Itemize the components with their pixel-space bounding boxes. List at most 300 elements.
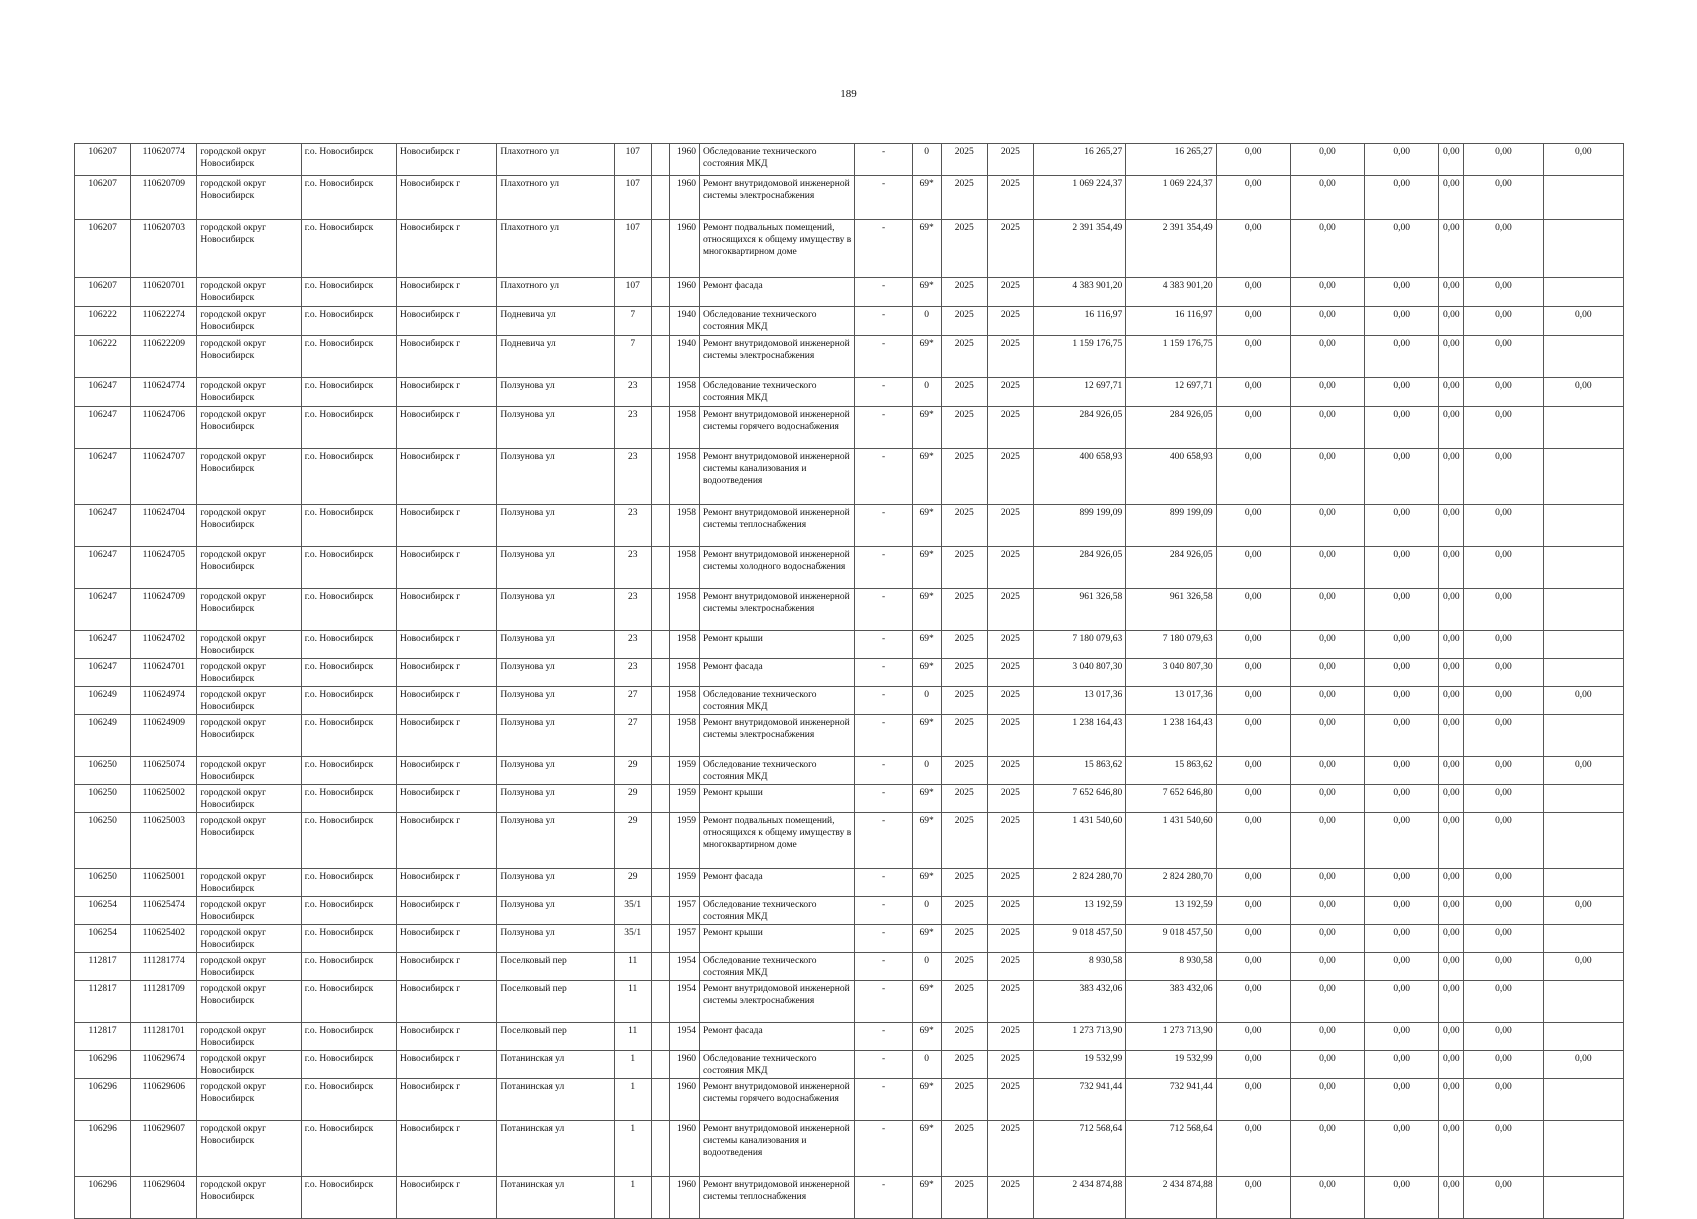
street-cell: Потанинская ул bbox=[497, 1121, 614, 1177]
amount-e-cell: 0,00 bbox=[1464, 589, 1543, 631]
work-type-cell: Ремонт внутридомовой инженерной системы холодного водоснабжения bbox=[699, 547, 855, 589]
street-cell: Ползунова ул bbox=[497, 659, 614, 687]
build-year-cell: 1960 bbox=[669, 278, 699, 307]
house-number-cell: 11 bbox=[614, 1023, 651, 1051]
wear-percent-cell: 69* bbox=[912, 715, 941, 757]
build-year-cell: 1954 bbox=[669, 981, 699, 1023]
municipality-cell: г.о. Новосибирск bbox=[301, 336, 396, 378]
amount-d-cell: 0,00 bbox=[1439, 981, 1464, 1023]
fund-amount-cell: 961 326,58 bbox=[1126, 589, 1216, 631]
building-cell bbox=[651, 1177, 669, 1219]
house-id-cell: 106296 bbox=[75, 1051, 131, 1079]
building-cell bbox=[651, 981, 669, 1023]
wear-percent-cell: 69* bbox=[912, 925, 941, 953]
amount-b-cell: 0,00 bbox=[1290, 307, 1364, 336]
wear-percent-cell: 0 bbox=[912, 953, 941, 981]
wear-percent-cell: 69* bbox=[912, 220, 941, 278]
municipality-cell: г.о. Новосибирск bbox=[301, 505, 396, 547]
house-id-cell: 106247 bbox=[75, 505, 131, 547]
plan-year-cell: 2025 bbox=[941, 220, 987, 278]
fund-amount-cell: 2 391 354,49 bbox=[1126, 220, 1216, 278]
amount-b-cell: 0,00 bbox=[1290, 1023, 1364, 1051]
wear-percent-cell: 69* bbox=[912, 1079, 941, 1121]
amount-f-cell bbox=[1543, 813, 1623, 869]
amount-e-cell: 0,00 bbox=[1464, 925, 1543, 953]
amount-c-cell: 0,00 bbox=[1365, 757, 1439, 785]
build-year-cell: 1958 bbox=[669, 659, 699, 687]
building-cell bbox=[651, 144, 669, 176]
building-cell bbox=[651, 407, 669, 449]
amount-f-cell bbox=[1543, 336, 1623, 378]
building-cell bbox=[651, 220, 669, 278]
build-year-cell: 1958 bbox=[669, 547, 699, 589]
amount-c-cell: 0,00 bbox=[1365, 336, 1439, 378]
street-cell: Ползунова ул bbox=[497, 687, 614, 715]
amount-a-cell: 0,00 bbox=[1216, 897, 1290, 925]
dash-cell: - bbox=[855, 757, 912, 785]
municipality-cell: г.о. Новосибирск bbox=[301, 144, 396, 176]
amount-e-cell: 0,00 bbox=[1464, 897, 1543, 925]
total-cost-cell: 2 434 874,88 bbox=[1033, 1177, 1125, 1219]
build-year-cell: 1957 bbox=[669, 925, 699, 953]
city-cell: Новосибирск г bbox=[397, 715, 497, 757]
work-code-cell: 110624706 bbox=[131, 407, 197, 449]
dash-cell: - bbox=[855, 785, 912, 813]
build-year-cell: 1960 bbox=[669, 176, 699, 220]
fund-amount-cell: 13 017,36 bbox=[1126, 687, 1216, 715]
plan-year-2-cell: 2025 bbox=[987, 547, 1033, 589]
plan-year-cell: 2025 bbox=[941, 1051, 987, 1079]
amount-b-cell: 0,00 bbox=[1290, 1051, 1364, 1079]
amount-f-cell bbox=[1543, 869, 1623, 897]
amount-c-cell: 0,00 bbox=[1365, 813, 1439, 869]
amount-b-cell: 0,00 bbox=[1290, 1177, 1364, 1219]
city-cell: Новосибирск г bbox=[397, 307, 497, 336]
amount-b-cell: 0,00 bbox=[1290, 336, 1364, 378]
amount-f-cell bbox=[1543, 785, 1623, 813]
amount-a-cell: 0,00 bbox=[1216, 981, 1290, 1023]
house-number-cell: 29 bbox=[614, 813, 651, 869]
plan-year-cell: 2025 bbox=[941, 1177, 987, 1219]
amount-c-cell: 0,00 bbox=[1365, 1051, 1439, 1079]
amount-e-cell: 0,00 bbox=[1464, 449, 1543, 505]
house-number-cell: 29 bbox=[614, 757, 651, 785]
work-code-cell: 110622274 bbox=[131, 307, 197, 336]
dash-cell: - bbox=[855, 176, 912, 220]
build-year-cell: 1940 bbox=[669, 307, 699, 336]
total-cost-cell: 15 863,62 bbox=[1033, 757, 1125, 785]
total-cost-cell: 383 432,06 bbox=[1033, 981, 1125, 1023]
house-id-cell: 106296 bbox=[75, 1121, 131, 1177]
house-id-cell: 112817 bbox=[75, 981, 131, 1023]
work-code-cell: 110625474 bbox=[131, 897, 197, 925]
building-cell bbox=[651, 449, 669, 505]
fund-amount-cell: 1 431 540,60 bbox=[1126, 813, 1216, 869]
city-cell: Новосибирск г bbox=[397, 925, 497, 953]
build-year-cell: 1954 bbox=[669, 953, 699, 981]
fund-amount-cell: 7 180 079,63 bbox=[1126, 631, 1216, 659]
amount-b-cell: 0,00 bbox=[1290, 687, 1364, 715]
amount-d-cell: 0,00 bbox=[1439, 715, 1464, 757]
street-cell: Поселковый пер bbox=[497, 1023, 614, 1051]
table-row bbox=[75, 278, 1624, 307]
plan-year-2-cell: 2025 bbox=[987, 220, 1033, 278]
total-cost-cell: 19 532,99 bbox=[1033, 1051, 1125, 1079]
municipality-cell: г.о. Новосибирск bbox=[301, 589, 396, 631]
table-row bbox=[75, 813, 1624, 869]
plan-year-2-cell: 2025 bbox=[987, 407, 1033, 449]
amount-d-cell: 0,00 bbox=[1439, 813, 1464, 869]
house-number-cell: 23 bbox=[614, 547, 651, 589]
plan-year-2-cell: 2025 bbox=[987, 278, 1033, 307]
amount-b-cell: 0,00 bbox=[1290, 378, 1364, 407]
amount-d-cell: 0,00 bbox=[1439, 220, 1464, 278]
district-cell: городской округ Новосибирск bbox=[197, 176, 301, 220]
district-cell: городской округ Новосибирск bbox=[197, 307, 301, 336]
municipality-cell: г.о. Новосибирск bbox=[301, 1023, 396, 1051]
city-cell: Новосибирск г bbox=[397, 220, 497, 278]
amount-e-cell: 0,00 bbox=[1464, 176, 1543, 220]
fund-amount-cell: 1 238 164,43 bbox=[1126, 715, 1216, 757]
amount-a-cell: 0,00 bbox=[1216, 659, 1290, 687]
table-row bbox=[75, 1121, 1624, 1177]
city-cell: Новосибирск г bbox=[397, 659, 497, 687]
fund-amount-cell: 1 273 713,90 bbox=[1126, 1023, 1216, 1051]
district-cell: городской округ Новосибирск bbox=[197, 813, 301, 869]
house-id-cell: 106247 bbox=[75, 659, 131, 687]
city-cell: Новосибирск г bbox=[397, 1121, 497, 1177]
municipality-cell: г.о. Новосибирск bbox=[301, 378, 396, 407]
plan-year-2-cell: 2025 bbox=[987, 176, 1033, 220]
plan-year-2-cell: 2025 bbox=[987, 631, 1033, 659]
amount-f-cell bbox=[1543, 589, 1623, 631]
amount-a-cell: 0,00 bbox=[1216, 407, 1290, 449]
house-id-cell: 106296 bbox=[75, 1079, 131, 1121]
amount-f-cell bbox=[1543, 1121, 1623, 1177]
table-row bbox=[75, 407, 1624, 449]
amount-c-cell: 0,00 bbox=[1365, 220, 1439, 278]
total-cost-cell: 13 192,59 bbox=[1033, 897, 1125, 925]
work-type-cell: Ремонт внутридомовой инженерной системы электроснабжения bbox=[699, 981, 855, 1023]
amount-a-cell: 0,00 bbox=[1216, 144, 1290, 176]
amount-c-cell: 0,00 bbox=[1365, 631, 1439, 659]
amount-b-cell: 0,00 bbox=[1290, 813, 1364, 869]
amount-e-cell: 0,00 bbox=[1464, 378, 1543, 407]
amount-e-cell: 0,00 bbox=[1464, 687, 1543, 715]
street-cell: Ползунова ул bbox=[497, 378, 614, 407]
city-cell: Новосибирск г bbox=[397, 687, 497, 715]
amount-d-cell: 0,00 bbox=[1439, 659, 1464, 687]
plan-year-2-cell: 2025 bbox=[987, 813, 1033, 869]
amount-f-cell bbox=[1543, 715, 1623, 757]
city-cell: Новосибирск г bbox=[397, 1051, 497, 1079]
plan-year-cell: 2025 bbox=[941, 925, 987, 953]
building-cell bbox=[651, 659, 669, 687]
amount-f-cell bbox=[1543, 505, 1623, 547]
city-cell: Новосибирск г bbox=[397, 785, 497, 813]
amount-f-cell bbox=[1543, 925, 1623, 953]
fund-amount-cell: 15 863,62 bbox=[1126, 757, 1216, 785]
fund-amount-cell: 284 926,05 bbox=[1126, 407, 1216, 449]
building-cell bbox=[651, 589, 669, 631]
plan-year-cell: 2025 bbox=[941, 176, 987, 220]
dash-cell: - bbox=[855, 981, 912, 1023]
dash-cell: - bbox=[855, 687, 912, 715]
house-number-cell: 1 bbox=[614, 1079, 651, 1121]
plan-year-cell: 2025 bbox=[941, 953, 987, 981]
building-cell bbox=[651, 1121, 669, 1177]
amount-a-cell: 0,00 bbox=[1216, 757, 1290, 785]
total-cost-cell: 899 199,09 bbox=[1033, 505, 1125, 547]
work-type-cell: Обследование технического состояния МКД bbox=[699, 378, 855, 407]
wear-percent-cell: 69* bbox=[912, 589, 941, 631]
house-number-cell: 23 bbox=[614, 407, 651, 449]
fund-amount-cell: 2 824 280,70 bbox=[1126, 869, 1216, 897]
house-number-cell: 29 bbox=[614, 869, 651, 897]
municipality-cell: г.о. Новосибирск bbox=[301, 659, 396, 687]
municipality-cell: г.о. Новосибирск bbox=[301, 1079, 396, 1121]
amount-c-cell: 0,00 bbox=[1365, 307, 1439, 336]
build-year-cell: 1958 bbox=[669, 505, 699, 547]
work-type-cell: Обследование технического состояния МКД bbox=[699, 144, 855, 176]
table-row bbox=[75, 547, 1624, 589]
table-row bbox=[75, 869, 1624, 897]
house-id-cell: 112817 bbox=[75, 953, 131, 981]
table-row bbox=[75, 715, 1624, 757]
amount-a-cell: 0,00 bbox=[1216, 869, 1290, 897]
build-year-cell: 1959 bbox=[669, 869, 699, 897]
amount-a-cell: 0,00 bbox=[1216, 505, 1290, 547]
table-row bbox=[75, 687, 1624, 715]
amount-a-cell: 0,00 bbox=[1216, 1121, 1290, 1177]
district-cell: городской округ Новосибирск bbox=[197, 1023, 301, 1051]
amount-c-cell: 0,00 bbox=[1365, 869, 1439, 897]
amount-e-cell: 0,00 bbox=[1464, 336, 1543, 378]
house-id-cell: 106207 bbox=[75, 176, 131, 220]
plan-year-cell: 2025 bbox=[941, 278, 987, 307]
fund-amount-cell: 712 568,64 bbox=[1126, 1121, 1216, 1177]
amount-b-cell: 0,00 bbox=[1290, 144, 1364, 176]
municipality-cell: г.о. Новосибирск bbox=[301, 757, 396, 785]
dash-cell: - bbox=[855, 144, 912, 176]
amount-c-cell: 0,00 bbox=[1365, 715, 1439, 757]
work-type-cell: Ремонт подвальных помещений, относящихся к общему имуществу в многоквартирном доме bbox=[699, 813, 855, 869]
work-code-cell: 110622209 bbox=[131, 336, 197, 378]
amount-a-cell: 0,00 bbox=[1216, 307, 1290, 336]
amount-d-cell: 0,00 bbox=[1439, 925, 1464, 953]
plan-year-cell: 2025 bbox=[941, 589, 987, 631]
building-cell bbox=[651, 687, 669, 715]
street-cell: Ползунова ул bbox=[497, 407, 614, 449]
street-cell: Подневича ул bbox=[497, 307, 614, 336]
work-code-cell: 110624702 bbox=[131, 631, 197, 659]
amount-f-cell bbox=[1543, 659, 1623, 687]
building-cell bbox=[651, 869, 669, 897]
district-cell: городской округ Новосибирск bbox=[197, 785, 301, 813]
total-cost-cell: 1 069 224,37 bbox=[1033, 176, 1125, 220]
amount-d-cell: 0,00 bbox=[1439, 1023, 1464, 1051]
plan-year-2-cell: 2025 bbox=[987, 687, 1033, 715]
street-cell: Ползунова ул bbox=[497, 785, 614, 813]
build-year-cell: 1960 bbox=[669, 1079, 699, 1121]
district-cell: городской округ Новосибирск bbox=[197, 687, 301, 715]
work-type-cell: Ремонт внутридомовой инженерной системы канализования и водоотведения bbox=[699, 1121, 855, 1177]
building-cell bbox=[651, 336, 669, 378]
wear-percent-cell: 0 bbox=[912, 307, 941, 336]
house-id-cell: 106247 bbox=[75, 547, 131, 589]
amount-b-cell: 0,00 bbox=[1290, 897, 1364, 925]
table-row bbox=[75, 1023, 1624, 1051]
wear-percent-cell: 69* bbox=[912, 176, 941, 220]
amount-a-cell: 0,00 bbox=[1216, 378, 1290, 407]
house-number-cell: 107 bbox=[614, 220, 651, 278]
street-cell: Плахотного ул bbox=[497, 278, 614, 307]
amount-e-cell: 0,00 bbox=[1464, 505, 1543, 547]
amount-b-cell: 0,00 bbox=[1290, 220, 1364, 278]
amount-b-cell: 0,00 bbox=[1290, 505, 1364, 547]
wear-percent-cell: 69* bbox=[912, 785, 941, 813]
amount-b-cell: 0,00 bbox=[1290, 981, 1364, 1023]
amount-e-cell: 0,00 bbox=[1464, 307, 1543, 336]
amount-d-cell: 0,00 bbox=[1439, 897, 1464, 925]
house-id-cell: 106250 bbox=[75, 757, 131, 785]
district-cell: городской округ Новосибирск bbox=[197, 925, 301, 953]
plan-year-cell: 2025 bbox=[941, 813, 987, 869]
plan-year-2-cell: 2025 bbox=[987, 1023, 1033, 1051]
municipality-cell: г.о. Новосибирск bbox=[301, 925, 396, 953]
municipality-cell: г.о. Новосибирск bbox=[301, 715, 396, 757]
build-year-cell: 1960 bbox=[669, 144, 699, 176]
amount-a-cell: 0,00 bbox=[1216, 176, 1290, 220]
amount-e-cell: 0,00 bbox=[1464, 813, 1543, 869]
fund-amount-cell: 732 941,44 bbox=[1126, 1079, 1216, 1121]
municipality-cell: г.о. Новосибирск bbox=[301, 785, 396, 813]
fund-amount-cell: 9 018 457,50 bbox=[1126, 925, 1216, 953]
wear-percent-cell: 69* bbox=[912, 505, 941, 547]
amount-d-cell: 0,00 bbox=[1439, 1121, 1464, 1177]
amount-e-cell: 0,00 bbox=[1464, 659, 1543, 687]
street-cell: Плахотного ул bbox=[497, 176, 614, 220]
fund-amount-cell: 2 434 874,88 bbox=[1126, 1177, 1216, 1219]
house-number-cell: 35/1 bbox=[614, 925, 651, 953]
city-cell: Новосибирск г bbox=[397, 378, 497, 407]
amount-c-cell: 0,00 bbox=[1365, 1079, 1439, 1121]
dash-cell: - bbox=[855, 1079, 912, 1121]
table-row bbox=[75, 307, 1624, 336]
work-type-cell: Обследование технического состояния МКД bbox=[699, 1051, 855, 1079]
total-cost-cell: 284 926,05 bbox=[1033, 547, 1125, 589]
amount-d-cell: 0,00 bbox=[1439, 378, 1464, 407]
house-id-cell: 106247 bbox=[75, 449, 131, 505]
work-type-cell: Ремонт внутридомовой инженерной системы горячего водоснабжения bbox=[699, 1079, 855, 1121]
house-number-cell: 107 bbox=[614, 144, 651, 176]
municipality-cell: г.о. Новосибирск bbox=[301, 307, 396, 336]
amount-e-cell: 0,00 bbox=[1464, 981, 1543, 1023]
work-code-cell: 110624701 bbox=[131, 659, 197, 687]
amount-c-cell: 0,00 bbox=[1365, 505, 1439, 547]
city-cell: Новосибирск г bbox=[397, 631, 497, 659]
street-cell: Плахотного ул bbox=[497, 144, 614, 176]
amount-e-cell: 0,00 bbox=[1464, 1177, 1543, 1219]
house-number-cell: 11 bbox=[614, 981, 651, 1023]
build-year-cell: 1960 bbox=[669, 1177, 699, 1219]
amount-d-cell: 0,00 bbox=[1439, 1051, 1464, 1079]
work-code-cell: 110624705 bbox=[131, 547, 197, 589]
building-cell bbox=[651, 925, 669, 953]
work-code-cell: 111281709 bbox=[131, 981, 197, 1023]
amount-c-cell: 0,00 bbox=[1365, 1177, 1439, 1219]
wear-percent-cell: 69* bbox=[912, 336, 941, 378]
wear-percent-cell: 0 bbox=[912, 144, 941, 176]
plan-year-2-cell: 2025 bbox=[987, 449, 1033, 505]
district-cell: городской округ Новосибирск bbox=[197, 1079, 301, 1121]
plan-year-2-cell: 2025 bbox=[987, 785, 1033, 813]
total-cost-cell: 16 116,97 bbox=[1033, 307, 1125, 336]
street-cell: Ползунова ул bbox=[497, 589, 614, 631]
house-number-cell: 7 bbox=[614, 307, 651, 336]
dash-cell: - bbox=[855, 897, 912, 925]
total-cost-cell: 1 159 176,75 bbox=[1033, 336, 1125, 378]
plan-year-cell: 2025 bbox=[941, 785, 987, 813]
city-cell: Новосибирск г bbox=[397, 505, 497, 547]
plan-year-cell: 2025 bbox=[941, 547, 987, 589]
building-cell bbox=[651, 547, 669, 589]
dash-cell: - bbox=[855, 449, 912, 505]
table-row bbox=[75, 378, 1624, 407]
amount-e-cell: 0,00 bbox=[1464, 869, 1543, 897]
amount-a-cell: 0,00 bbox=[1216, 925, 1290, 953]
work-code-cell: 111281701 bbox=[131, 1023, 197, 1051]
amount-f-cell bbox=[1543, 981, 1623, 1023]
amount-a-cell: 0,00 bbox=[1216, 687, 1290, 715]
plan-year-2-cell: 2025 bbox=[987, 953, 1033, 981]
house-id-cell: 106247 bbox=[75, 631, 131, 659]
work-code-cell: 110625402 bbox=[131, 925, 197, 953]
wear-percent-cell: 69* bbox=[912, 631, 941, 659]
amount-f-cell bbox=[1543, 631, 1623, 659]
house-number-cell: 7 bbox=[614, 336, 651, 378]
table-row bbox=[75, 589, 1624, 631]
fund-amount-cell: 1 069 224,37 bbox=[1126, 176, 1216, 220]
amount-d-cell: 0,00 bbox=[1439, 1079, 1464, 1121]
plan-year-cell: 2025 bbox=[941, 144, 987, 176]
amount-f-cell bbox=[1543, 1177, 1623, 1219]
dash-cell: - bbox=[855, 407, 912, 449]
plan-year-2-cell: 2025 bbox=[987, 144, 1033, 176]
house-id-cell: 106249 bbox=[75, 687, 131, 715]
amount-f-cell: 0,00 bbox=[1543, 897, 1623, 925]
amount-f-cell: 0,00 bbox=[1543, 687, 1623, 715]
dash-cell: - bbox=[855, 813, 912, 869]
dash-cell: - bbox=[855, 869, 912, 897]
amount-a-cell: 0,00 bbox=[1216, 715, 1290, 757]
house-id-cell: 106254 bbox=[75, 897, 131, 925]
amount-f-cell: 0,00 bbox=[1543, 1051, 1623, 1079]
amount-b-cell: 0,00 bbox=[1290, 1121, 1364, 1177]
total-cost-cell: 13 017,36 bbox=[1033, 687, 1125, 715]
municipality-cell: г.о. Новосибирск bbox=[301, 981, 396, 1023]
house-number-cell: 23 bbox=[614, 505, 651, 547]
district-cell: городской округ Новосибирск bbox=[197, 407, 301, 449]
district-cell: городской округ Новосибирск bbox=[197, 1051, 301, 1079]
dash-cell: - bbox=[855, 220, 912, 278]
municipality-cell: г.о. Новосибирск bbox=[301, 953, 396, 981]
total-cost-cell: 284 926,05 bbox=[1033, 407, 1125, 449]
municipality-cell: г.о. Новосибирск bbox=[301, 869, 396, 897]
amount-b-cell: 0,00 bbox=[1290, 925, 1364, 953]
city-cell: Новосибирск г bbox=[397, 547, 497, 589]
fund-amount-cell: 7 652 646,80 bbox=[1126, 785, 1216, 813]
